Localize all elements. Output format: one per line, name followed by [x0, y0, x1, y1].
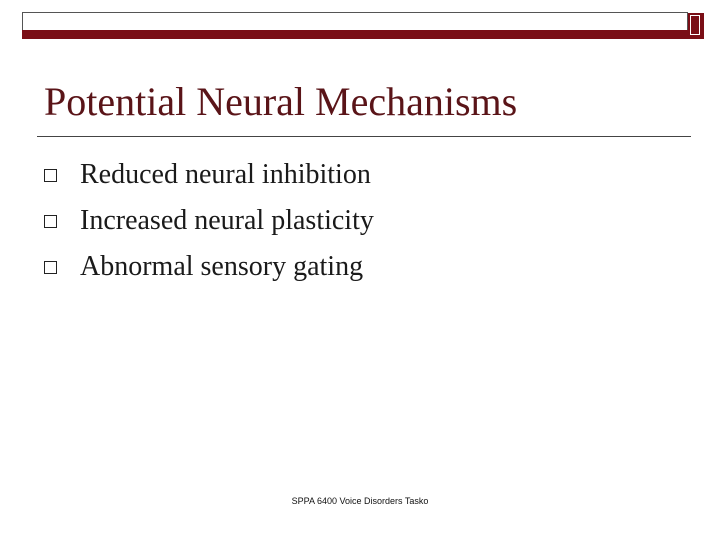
title-divider	[37, 136, 691, 137]
hollow-square-bullet-icon	[44, 261, 57, 274]
bullet-item	[44, 152, 374, 198]
bullet-text: Reduced neural inhibition	[80, 159, 371, 190]
slide-title: Potential Neural Mechanisms	[44, 79, 518, 124]
bullet-text: Abnormal sensory gating	[80, 251, 364, 282]
bullet-item	[44, 198, 374, 244]
hollow-square-bullet-icon	[44, 215, 57, 228]
bullet-item	[44, 244, 374, 290]
hollow-square-bullet-icon	[44, 169, 57, 182]
bullet-list	[44, 152, 374, 290]
header-band-fill	[22, 30, 688, 39]
slide-footer: SPPA 6400 Voice Disorders Tasko	[291, 496, 429, 506]
corner-square-inner-decoration	[690, 15, 700, 35]
bullet-text: Increased neural plasticity	[80, 205, 374, 236]
